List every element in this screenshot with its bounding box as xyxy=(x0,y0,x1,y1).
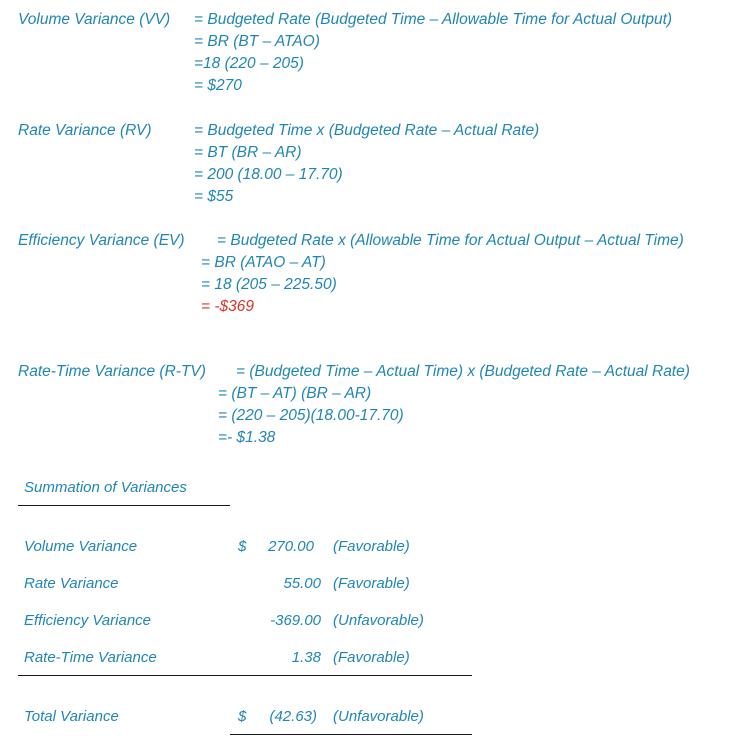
row-amount: 270.00 xyxy=(268,538,314,555)
ev-formula-line-1: = Budgeted Rate x (Allowable Time for Actual Output – Actual Time) xyxy=(217,232,684,249)
rtv-formula-line-1: = (Budgeted Time – Actual Time) x (Budgeted Rate – Actual Rate) xyxy=(236,363,690,380)
rtv-formula-line-2: = (BT – AT) (BR – AR) xyxy=(218,385,372,402)
vv-formula-line-3: =18 (220 – 205) xyxy=(194,55,304,72)
ev-label: Efficiency Variance (EV) xyxy=(18,232,185,249)
total-amount: (42.63) xyxy=(269,708,317,725)
rv-formula-line-3: = 200 (18.00 – 17.70) xyxy=(194,166,343,183)
ev-formula-line-2: = BR (ATAO – AT) xyxy=(201,254,326,271)
rtv-formula-line-3: = (220 – 205)(18.00-17.70) xyxy=(218,407,404,424)
currency-symbol: $ xyxy=(238,538,247,555)
total-label: Total Variance xyxy=(24,708,119,725)
vv-result: = $270 xyxy=(194,77,242,94)
summary-title: Summation of Variances xyxy=(24,479,187,496)
row-amount: -369.00 xyxy=(270,612,321,629)
rtv-result: =- $1.38 xyxy=(218,429,276,446)
row-status: (Favorable) xyxy=(333,538,410,555)
vv-formula-line-1: = Budgeted Rate (Budgeted Time – Allowable Time for Actual Output) xyxy=(194,11,673,28)
row-amount: 1.38 xyxy=(291,649,321,666)
total-status: (Unfavorable) xyxy=(333,708,424,725)
ev-result: = -$369 xyxy=(201,298,255,315)
total-underline xyxy=(230,734,472,735)
vv-label: Volume Variance (VV) xyxy=(18,11,171,28)
summary-title-underline xyxy=(18,505,230,506)
row-name: Efficiency Variance xyxy=(24,612,152,629)
table-bottom-rule xyxy=(18,675,472,676)
row-name: Rate Variance xyxy=(24,575,119,592)
rv-result: = $55 xyxy=(194,188,234,205)
rv-formula-line-2: = BT (BR – AR) xyxy=(194,144,302,161)
row-name: Volume Variance xyxy=(24,538,138,555)
rv-label: Rate Variance (RV) xyxy=(18,122,152,139)
vv-formula-line-2: = BR (BT – ATAO) xyxy=(194,33,320,50)
row-amount: 55.00 xyxy=(283,575,321,592)
ev-formula-line-3: = 18 (205 – 225.50) xyxy=(201,276,337,293)
total-currency-symbol: $ xyxy=(238,708,247,725)
row-name: Rate-Time Variance xyxy=(24,649,157,666)
rv-formula-line-1: = Budgeted Time x (Budgeted Rate – Actual Rate) xyxy=(194,122,540,139)
row-status: (Unfavorable) xyxy=(333,612,424,629)
row-status: (Favorable) xyxy=(333,649,410,666)
rtv-label: Rate-Time Variance (R-TV) xyxy=(18,363,206,380)
row-status: (Favorable) xyxy=(333,575,410,592)
